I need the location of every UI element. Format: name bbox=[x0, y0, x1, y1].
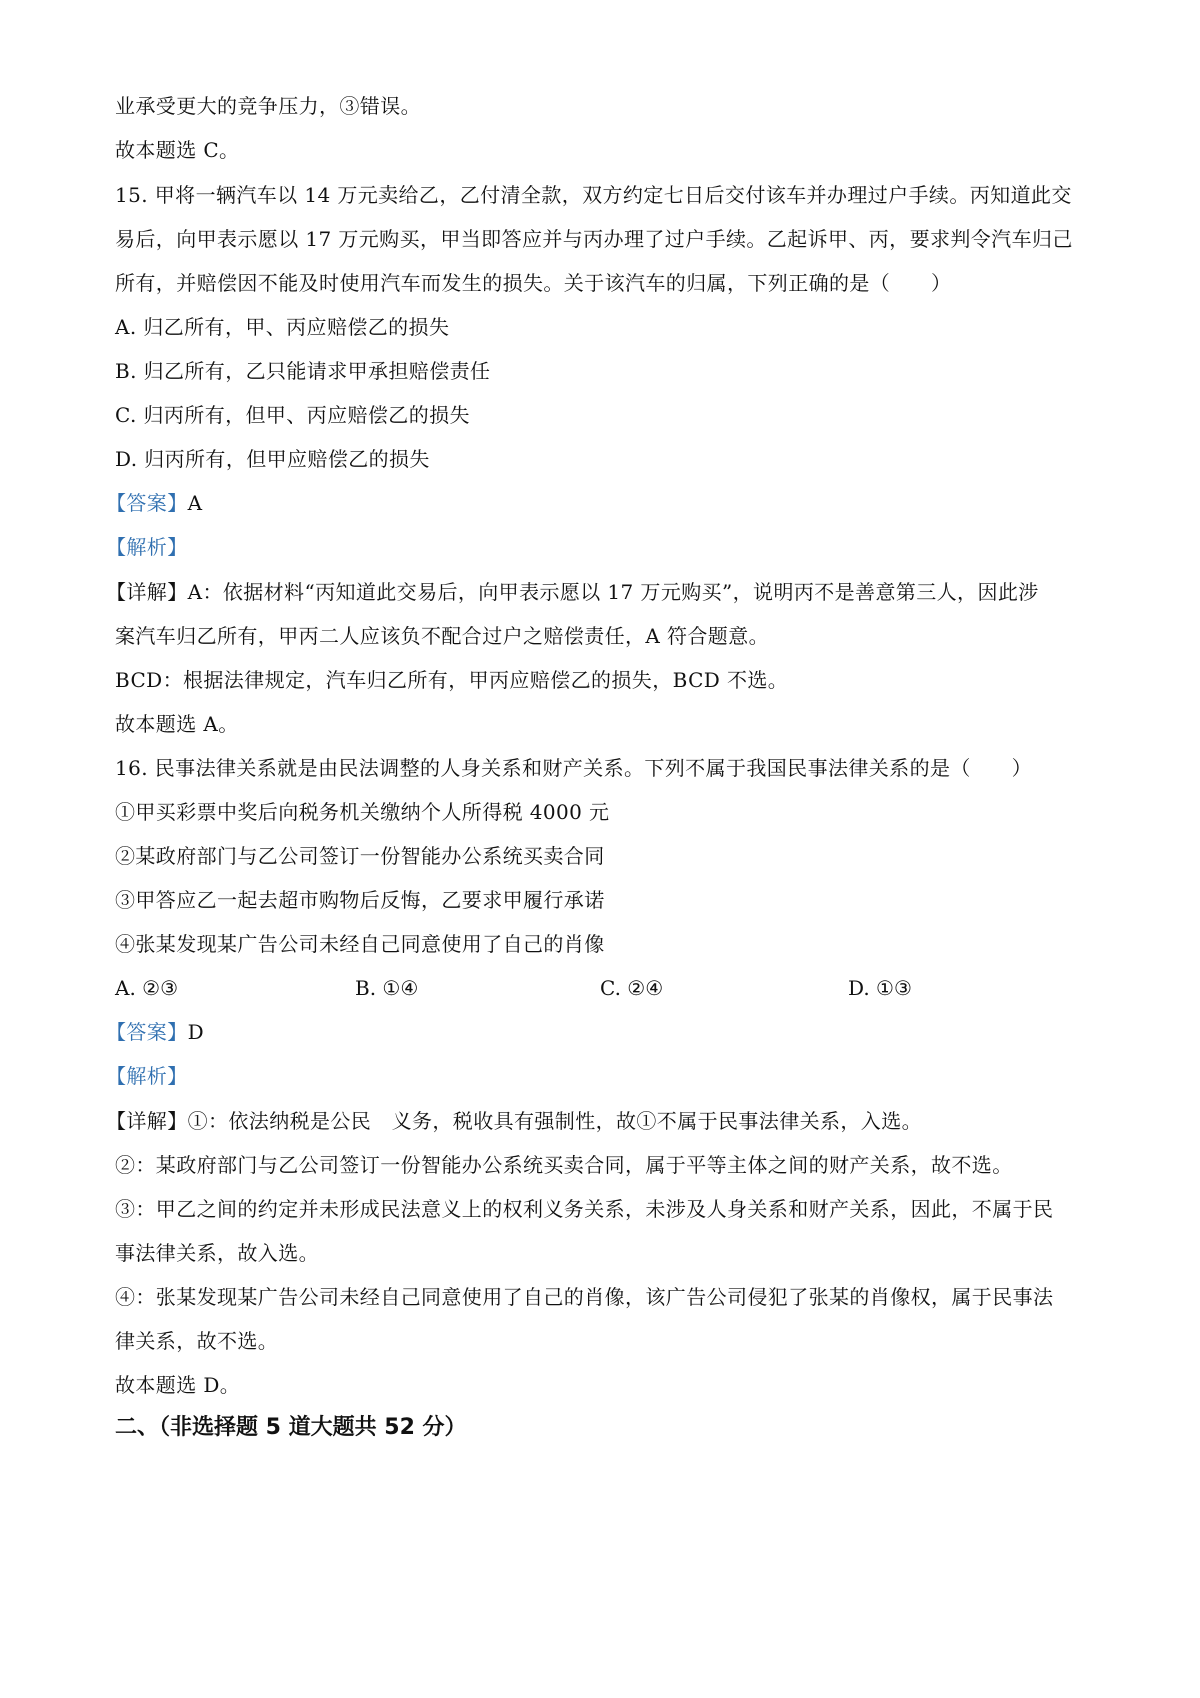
q15-option-a: A. 归乙所有，甲、丙应赔偿乙的损失 bbox=[115, 315, 450, 339]
q16-detail-line-2: ②：某政府部门与乙公司签订一份智能办公系统买卖合同，属于平等主体之间的财产关系，故不选。 bbox=[115, 1153, 1013, 1177]
q15-stem-line-2: 易后，向甲表示愿以 17 万元购买，甲当即答应并与丙办理了过户手续。乙起诉甲、丙，要求判令汽车归己 bbox=[115, 227, 1073, 251]
q16-choice-c: C. ②④ bbox=[600, 976, 664, 1000]
q15-option-c: C. 归丙所有，但甲、丙应赔偿乙的损失 bbox=[115, 403, 470, 427]
q16-detail-line-1: 【详解】①：依法纳税是公民 义务，税收具有强制性，故①不属于民事法律关系，入选。 bbox=[106, 1109, 922, 1133]
answer-tag: 【答案】 bbox=[106, 491, 188, 515]
q16-choices-row bbox=[115, 974, 1095, 1002]
q15-detail-line-2: 案汽车归乙所有，甲丙二人应该负不配合过户之赔偿责任，A 符合题意。 bbox=[115, 624, 770, 648]
q16-choice-b: B. ①④ bbox=[355, 976, 419, 1000]
q15-conclusion: 故本题选 A。 bbox=[115, 712, 239, 736]
q15-detail-line-3: BCD：根据法律规定，汽车归乙所有，甲丙应赔偿乙的损失，BCD 不选。 bbox=[115, 668, 789, 692]
q15-answer-line bbox=[106, 489, 202, 517]
q16-item-1: ①甲买彩票中奖后向税务机关缴纳个人所得税 4000 元 bbox=[115, 800, 610, 824]
q16-stem: 16. 民事法律关系就是由民法调整的人身关系和财产关系。下列不属于我国民事法律关系的是（ ） bbox=[115, 756, 1032, 780]
text-line: 业承受更大的竞争压力，③错误。 bbox=[115, 94, 421, 118]
q16-item-3: ③甲答应乙一起去超市购物后反悔，乙要求甲履行承诺 bbox=[115, 888, 605, 912]
q15-detail-line-1: 【详解】A：依据材料“丙知道此交易后，向甲表示愿以 17 万元购买”，说明丙不是善意第三人，因此涉 bbox=[106, 580, 1039, 604]
q16-detail-line-3: ③：甲乙之间的约定并未形成民法意义上的权利义务关系，未涉及人身关系和财产关系，因此，不属于民 bbox=[115, 1197, 1054, 1221]
q15-stem-line-3: 所有，并赔偿因不能及时使用汽车而发生的损失。关于该汽车的归属，下列正确的是（ ） bbox=[115, 271, 952, 295]
q15-stem-line-1: 15. 甲将一辆汽车以 14 万元卖给乙，乙付清全款，双方约定七日后交付该车并办理过户手续。丙知道此交 bbox=[115, 183, 1072, 207]
q16-conclusion: 故本题选 D。 bbox=[115, 1373, 241, 1397]
q16-item-4: ④张某发现某广告公司未经自己同意使用了自己的肖像 bbox=[115, 932, 605, 956]
q16-choice-d: D. ①③ bbox=[848, 976, 912, 1000]
q15-analysis-tag: 【解析】 bbox=[106, 535, 188, 559]
q16-choice-a: A. ②③ bbox=[115, 976, 179, 1000]
q16-analysis-tag: 【解析】 bbox=[106, 1064, 188, 1088]
section-2-heading: 二、（非选择题 5 道大题共 52 分） bbox=[115, 1415, 467, 1440]
q15-option-b: B. 归乙所有，乙只能请求甲承担赔偿责任 bbox=[115, 359, 491, 383]
q16-detail-line-5: ④：张某发现某广告公司未经自己同意使用了自己的肖像，该广告公司侵犯了张某的肖像权，属于民事法 bbox=[115, 1285, 1054, 1309]
q16-item-2: ②某政府部门与乙公司签订一份智能办公系统买卖合同 bbox=[115, 844, 605, 868]
answer-value: A bbox=[187, 491, 203, 515]
q16-answer-line bbox=[106, 1018, 204, 1046]
q16-detail-line-6: 律关系，故不选。 bbox=[115, 1329, 279, 1353]
answer-tag: 【答案】 bbox=[106, 1020, 188, 1044]
conclusion-line: 故本题选 C。 bbox=[115, 138, 240, 162]
q15-option-d: D. 归丙所有，但甲应赔偿乙的损失 bbox=[115, 447, 430, 471]
q16-detail-line-4: 事法律关系，故入选。 bbox=[115, 1241, 319, 1265]
answer-value: D bbox=[187, 1020, 205, 1044]
